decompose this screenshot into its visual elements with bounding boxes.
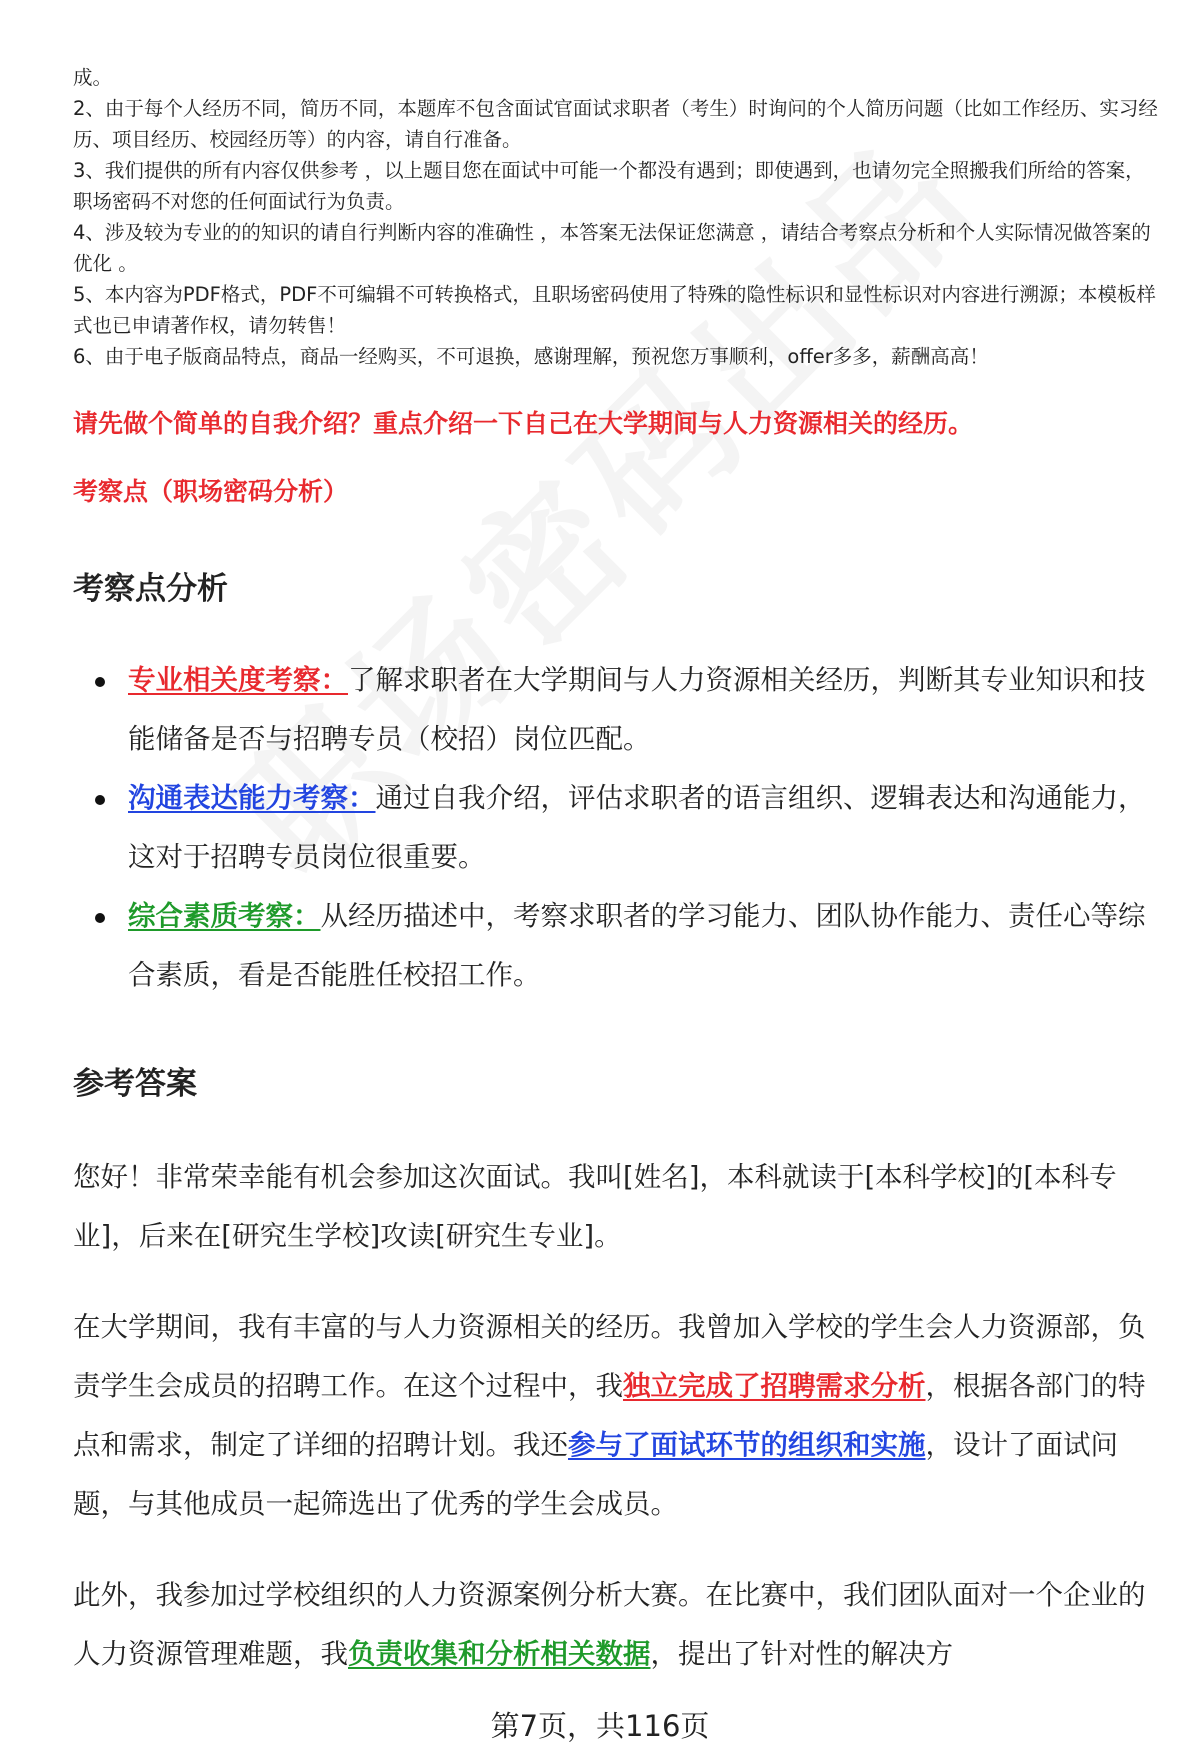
note-item: 3、我们提供的所有内容仅供参考 ，以上题目您在面试中可能一个都没有遇到；即使遇到，也请勿完全照搬我们所给的答案，职场密码不对您的任何面试行为负责。 xyxy=(73,159,1145,213)
answer-highlight: 参与了面试环节的组织和实施 xyxy=(568,1429,926,1461)
note-item: 4、涉及较为专业的的知识的请自行判断内容的准确性 ，本答案无法保证您满意 ，请结合考察点分析和个人实际情况做答案的优化 。 xyxy=(73,221,1151,275)
analysis-list xyxy=(73,651,1153,1005)
page-number: 第7页，共116页 xyxy=(490,1709,710,1743)
answer-text: ，提出了针对性的解决方 xyxy=(650,1638,953,1670)
answer-text: ，设计了面试问题，与其他成员一起筛选出了优秀的学生会成员。 xyxy=(73,1429,1118,1520)
analysis-point-text: 通过自我介绍，评估求职者的语言组织、逻辑表达和沟通能力，这对于招聘专员岗位很重要。 xyxy=(128,782,1146,873)
answer-highlight: 负责收集和分析相关数据 xyxy=(348,1638,651,1670)
note-item: 2、由于每个人经历不同，简历不同，本题库不包含面试官面试求职者（考生）时询问的个人简历问题（比如工作经历、实习经历、项目经历、校园经历等）的内容，请自行准备。 xyxy=(73,97,1158,151)
answer-highlight: 独立完成了招聘需求分析 xyxy=(623,1370,926,1402)
answer-text: 在大学期间，我有丰富的与人力资源相关的经历。我曾加入学校的学生会人力资源部，负责学生会成员的招聘工作。在这个过程中，我 xyxy=(73,1311,1146,1402)
note-item: 5、本内容为PDF格式，PDF不可编辑不可转换格式，且职场密码使用了特殊的隐性标识和显性标识对内容进行溯源；本模板样式也已申请著作权，请勿转售！ xyxy=(73,283,1156,337)
analysis-heading: 考察点分析 xyxy=(73,571,228,607)
note-item: 成。 xyxy=(73,66,113,89)
bullet-dot-icon xyxy=(95,913,105,923)
analysis-point xyxy=(73,651,1153,769)
notes-section xyxy=(73,62,1163,372)
key-points-title: 考察点（职场密码分析） xyxy=(73,477,349,506)
analysis-point-label: 沟通表达能力考察： xyxy=(128,782,376,814)
interview-question: 请先做个简单的自我介绍？重点介绍一下自己在大学期间与人力资源相关的经历。 xyxy=(73,409,974,438)
analysis-point-text: 了解求职者在大学期间与人力资源相关经历，判断其专业知识和技能储备是否与招聘专员（校招）岗位匹配。 xyxy=(128,664,1146,755)
bullet-dot-icon xyxy=(95,677,105,687)
analysis-point xyxy=(73,887,1153,1005)
bullet-dot-icon xyxy=(95,795,105,805)
answer-paragraph xyxy=(73,1566,1153,1684)
analysis-point xyxy=(73,769,1153,887)
analysis-point-label: 综合素质考察： xyxy=(128,900,321,932)
analysis-point-label: 专业相关度考察： xyxy=(128,664,348,696)
answer-paragraph: 您好！非常荣幸能有机会参加这次面试。我叫[姓名]，本科就读于[本科学校]的[本科专业]，后来在[研究生学校]攻读[研究生专业]。 xyxy=(73,1161,1117,1252)
answer-heading: 参考答案 xyxy=(73,1066,197,1102)
answer-paragraph xyxy=(73,1298,1153,1534)
analysis-point-text: 从经历描述中，考察求职者的学习能力、团队协作能力、责任心等综合素质，看是否能胜任校招工作。 xyxy=(128,900,1146,991)
answer-text: 此外，我参加过学校组织的人力资源案例分析大赛。在比赛中，我们团队面对一个企业的人力资源管理难题，我 xyxy=(73,1579,1146,1670)
note-item: 6、由于电子版商品特点，商品一经购买，不可退换，感谢理解，预祝您万事顺利，offer多多，薪酬高高！ xyxy=(73,345,989,368)
answer-text: ，根据各部门的特点和需求，制定了详细的招聘计划。我还 xyxy=(73,1370,1146,1461)
